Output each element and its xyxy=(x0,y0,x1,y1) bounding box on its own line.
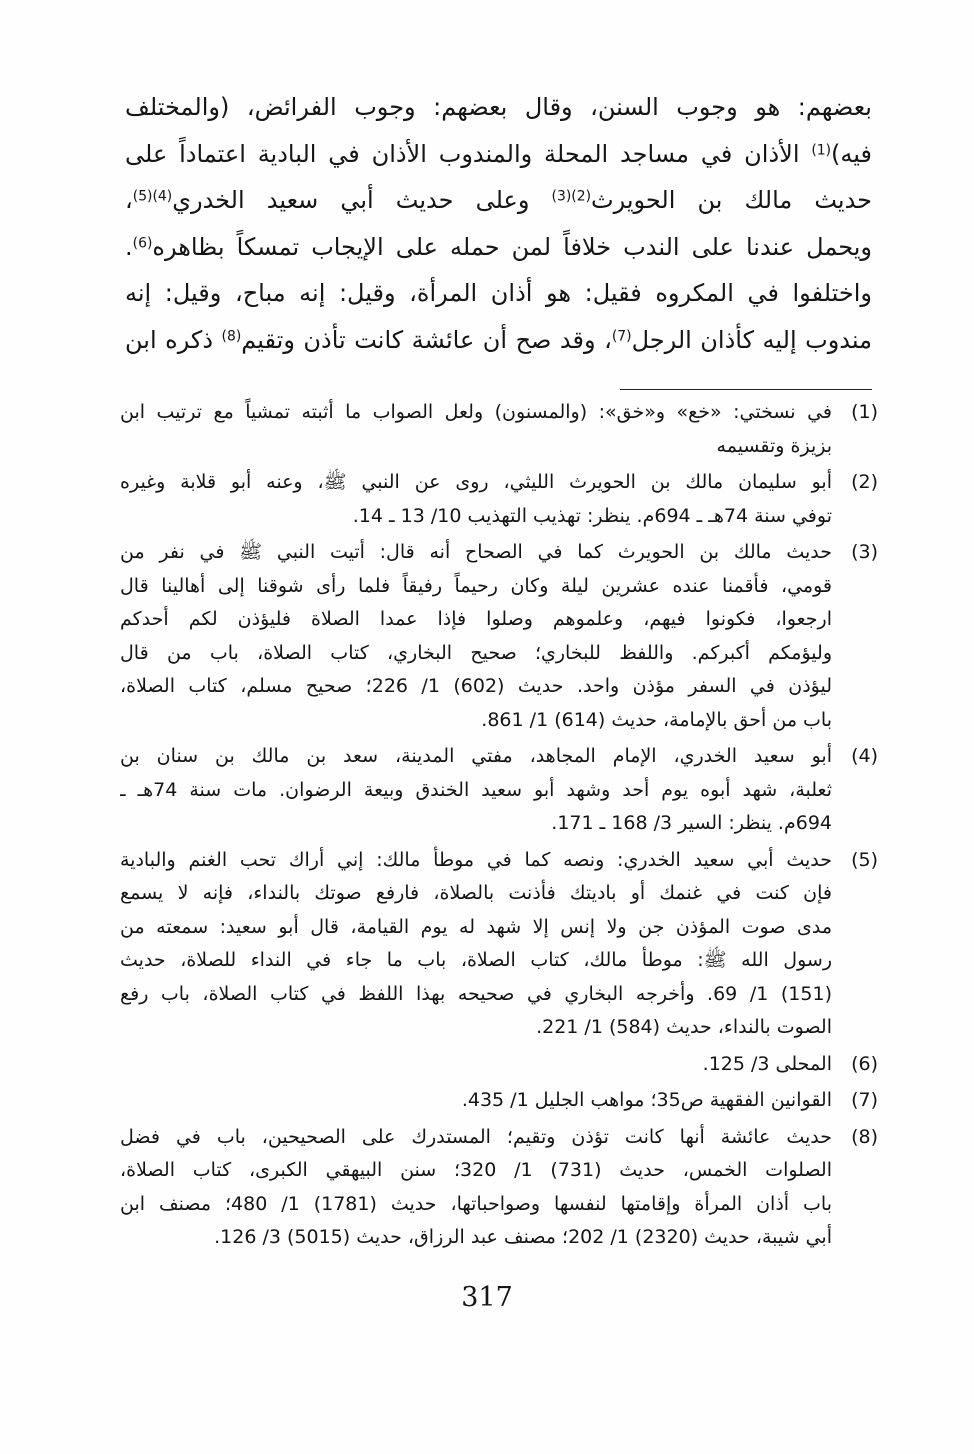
text-run: فيه) xyxy=(831,139,872,168)
text-run: ويحمل عندنا على الندب خلافاً لمن حمله على الإيجاب تمسكاً بظاهره xyxy=(152,232,872,261)
footnote-2 xyxy=(120,466,878,533)
footnote-line: أبو سعيد الخدري، الإمام المجاهد، مفتي المدينة، سعد بن مالك بن سنان بن xyxy=(120,745,832,767)
footnote-7 xyxy=(120,1084,878,1118)
footnote-ref: (7) xyxy=(611,328,632,345)
footnote-number: (6) xyxy=(851,1052,878,1075)
footnotes xyxy=(120,396,878,1255)
footnote-line: فإن كنت في غنمك أو باديتك فأذنت بالصلاة، فارفع صوتك بالنداء، فإنه لا يسمع xyxy=(120,882,832,904)
main-text-line-1 xyxy=(125,84,872,131)
footnote-line: القوانين الفقهية ص35؛ مواهب الجليل 1/ 435. xyxy=(461,1089,832,1111)
footnote-number: (8) xyxy=(851,1125,878,1148)
footnote-line: في نسختي: «خع» و«خق»: (والمسنون) ولعل الصواب ما أثبته تمشياً مع ترتيب ابن xyxy=(120,401,832,423)
main-text-line-6 xyxy=(125,317,872,364)
footnote-line: 694م. ينظر: السير 3/ 168 ـ 171. xyxy=(551,812,832,834)
footnote-line: مدى صوت المؤذن جن ولا إنس إلا شهد له يوم القيامة، قال أبو سعيد: سمعته من xyxy=(120,915,832,938)
text-run: بعضهم: هو وجوب السنن، وقال بعضهم: وجوب الفرائض، (والمختلف xyxy=(125,93,872,121)
footnote-line: باب أذان المرأة وإقامتها لنفسها وصواحباتها، حديث (1781) 1/ 480؛ مصنف ابن xyxy=(120,1192,832,1215)
main-text-line-4 xyxy=(125,224,872,271)
footnote-line: ارجعوا، فكونوا فيهم، وعلموهم وصلوا فإذا عمدا الصلاة فليؤذن لكم أحدكم xyxy=(120,608,832,630)
main-text xyxy=(125,84,872,364)
footnote-line: الصلوات الخمس، حديث (731) 1/ 320؛ سنن البيهقي الكبرى، كتاب الصلاة، xyxy=(120,1159,832,1181)
text-run: وعلى حديث أبي سعيد الخدري xyxy=(172,186,552,215)
footnote-1 xyxy=(120,396,878,463)
footnote-line: حديث عائشة أنها كانت تؤذن وتقيم؛ المستدرك على الصحيحين، باب في فضل xyxy=(120,1125,832,1148)
main-text-line-3 xyxy=(125,177,872,224)
text-run: حديث مالك بن الحويرث xyxy=(591,186,872,215)
footnote-line: المحلى 3/ 125. xyxy=(702,1052,832,1075)
footnote-ref: (2)(3) xyxy=(551,188,591,205)
main-text-line-2 xyxy=(125,131,872,178)
footnote-3 xyxy=(120,536,878,737)
page-number: 317 xyxy=(461,1282,513,1313)
text-run: ، وقد صح أن عائشة كانت تأذن وتقيم xyxy=(241,325,612,354)
footnote-4 xyxy=(120,740,878,841)
text-run: ذكره ابن xyxy=(125,325,222,354)
footnote-separator xyxy=(620,389,872,390)
footnote-line: حديث أبي سعيد الخدري: ونصه كما في موطأ مالك: إني أراك تحب الغنم والبادية xyxy=(120,848,832,871)
footnote-line: أبو سليمان مالك بن الحويرث الليثي، روى عن النبي ﷺ، وعنه أبو قلابة وغيره xyxy=(120,471,832,493)
footnote-ref: (4)(5) xyxy=(132,188,173,205)
footnote-line: الصوت بالنداء، حديث (584) 1/ 221. xyxy=(536,1016,832,1038)
main-text-line-5 xyxy=(125,270,872,317)
text-run: ، xyxy=(125,186,133,215)
text-run: . xyxy=(125,232,133,261)
footnote-number: (2) xyxy=(851,471,878,493)
footnote-number: (4) xyxy=(851,745,878,767)
footnote-line: رسول الله ﷺ: موطأ مالك، كتاب الصلاة، باب ما جاء في النداء للصلاة، حديث xyxy=(120,949,832,971)
footnote-ref: (1) xyxy=(811,141,832,158)
footnote-8 xyxy=(120,1121,878,1255)
footnote-ref: (8) xyxy=(221,328,242,345)
footnote-line: باب من أحق بالإمامة، حديث (614) 1/ 861. xyxy=(481,708,832,731)
footnote-line: ليؤذن في السفر مؤذن واحد. حديث (602) 1/ 226؛ صحيح مسلم، كتاب الصلاة، xyxy=(120,675,832,697)
footnote-6 xyxy=(120,1048,878,1082)
footnote-line: أبي شيبة، حديث (2320) 1/ 202؛ مصنف عبد الرزاق، حديث (5015) 3/ 126. xyxy=(214,1226,832,1248)
footnote-number: (7) xyxy=(851,1089,878,1111)
footnote-number: (1) xyxy=(851,401,878,423)
footnote-line: قومي، فأقمنا عنده عشرين ليلة وكان رحيماً رفيقاً فلما رأى شوقنا إلى أهالينا قال xyxy=(120,574,832,597)
footnote-line: ثعلبة، شهد أبوه يوم أحد وشهد أبو سعيد الخندق وبيعة الرضوان. مات سنة 74هـ ـ xyxy=(120,778,832,801)
footnote-line: وليؤمكم أكبركم. واللفظ للبخاري؛ صحيح البخاري، كتاب الصلاة، باب من قال xyxy=(120,641,832,664)
text-run: مندوب إليه كأذان الرجل xyxy=(631,325,872,354)
footnote-line: توفي سنة 74هـ ـ 694م. ينظر: تهذيب التهذيب 10/ 13 ـ 14. xyxy=(352,504,832,527)
footnote-line: حديث مالك بن الحويرث كما في الصحاح أنه قال: أتيت النبي ﷺ في نفر من xyxy=(120,541,832,563)
footnote-line: (151) 1/ 69. وأخرجه البخاري في صحيحه بهذا اللفظ في كتاب الصلاة، باب رفع xyxy=(120,982,832,1005)
text-run: الأذان في مساجد المحلة والمندوب الأذان في البادية اعتماداً على xyxy=(125,139,812,168)
text-run: واختلفوا في المكروه فقيل: هو أذان المرأة، وقيل: إنه مباح، وقيل: إنه xyxy=(125,279,872,308)
footnote-number: (3) xyxy=(851,541,878,563)
footnote-number: (5) xyxy=(851,848,878,871)
footnote-5 xyxy=(120,844,878,1045)
footnote-line: بزيزة وتقسيمه xyxy=(716,434,832,457)
footnote-ref: (6) xyxy=(132,235,153,252)
